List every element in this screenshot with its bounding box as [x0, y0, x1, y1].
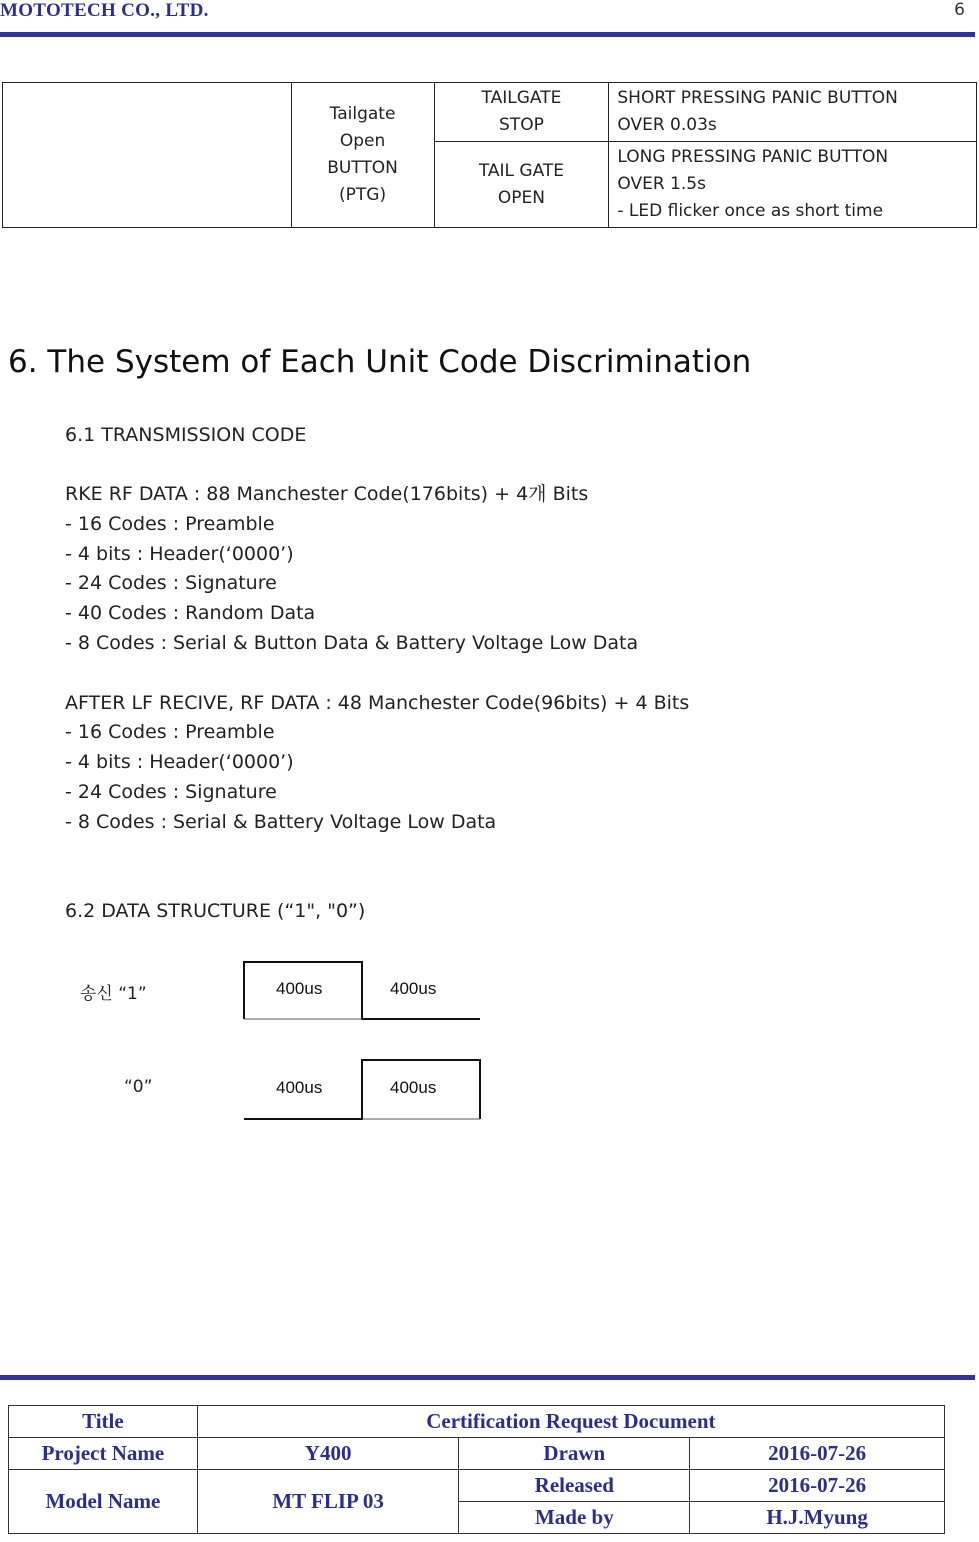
released-label: Released	[459, 1470, 690, 1502]
model-name-value: MT FLIP 03	[197, 1470, 459, 1534]
made-by-value: H.J.Myung	[690, 1502, 945, 1534]
lf-item: - 8 Codes : Serial & Battery Voltage Low Data	[65, 811, 497, 833]
function-line: TAILGATE	[481, 88, 562, 108]
document-info-table	[8, 1405, 945, 1534]
rke-item: - 16 Codes : Preamble	[65, 513, 275, 535]
rke-item: - 24 Codes : Signature	[65, 572, 277, 594]
group-label-line: Open	[339, 131, 386, 151]
signal-one-label: 송신 “1”	[80, 984, 147, 1004]
footer-rule	[0, 1375, 975, 1380]
lf-item: - 16 Codes : Preamble	[65, 721, 275, 743]
rke-item: - 4 bits : Header(‘0000’)	[65, 543, 294, 565]
company-name: MOTOTECH CO., LTD.	[0, 0, 209, 21]
function-line: STOP	[499, 115, 544, 135]
section-title: 6. The System of Each Unit Code Discrimination	[8, 344, 752, 380]
rke-item: - 8 Codes : Serial & Button Data & Battery Voltage Low Data	[65, 632, 639, 654]
project-name-value: Y400	[197, 1438, 459, 1470]
signal-one-first-duration: 400us	[276, 979, 323, 998]
drawn-label: Drawn	[459, 1438, 690, 1470]
title-value: Certification Request Document	[197, 1406, 944, 1438]
subsection-heading: 6.2 DATA STRUCTURE (“1", "0”)	[65, 900, 366, 922]
model-name-label: Model Name	[9, 1470, 198, 1534]
group-label-line: BUTTON	[327, 158, 398, 178]
group-label-line: Tailgate	[329, 104, 396, 124]
signal-one-second-duration: 400us	[390, 979, 437, 998]
rke-item: - 40 Codes : Random Data	[65, 602, 316, 624]
lf-item: - 4 bits : Header(‘0000’)	[65, 751, 294, 773]
description-line: - LED flicker once as short time	[617, 201, 884, 221]
function-line: OPEN	[497, 187, 545, 208]
function-line: TAIL GATE	[478, 160, 565, 181]
drawn-date: 2016-07-26	[690, 1438, 945, 1470]
group-label-line: (PTG)	[339, 185, 387, 205]
signal-zero-first-duration: 400us	[276, 1078, 323, 1097]
subsection-heading: 6.1 TRANSMISSION CODE	[65, 424, 307, 446]
signal-zero-second-duration: 400us	[390, 1078, 437, 1097]
description-line: OVER 1.5s	[617, 174, 706, 194]
signal-zero-label: “0”	[124, 1077, 153, 1097]
project-name-label: Project Name	[9, 1438, 198, 1470]
released-date: 2016-07-26	[690, 1470, 945, 1502]
title-label: Title	[9, 1406, 198, 1438]
lf-heading: AFTER LF RECIVE, RF DATA : 48 Manchester Code(96bits) + 4 Bits	[65, 692, 690, 714]
rke-heading: RKE RF DATA : 88 Manchester Code(176bits) + 4개 Bits	[65, 483, 589, 505]
description-line: LONG PRESSING PANIC BUTTON	[617, 147, 889, 167]
description-line: SHORT PRESSING PANIC BUTTON	[617, 88, 898, 108]
lf-item: - 24 Codes : Signature	[65, 781, 277, 803]
page-number: 6	[954, 0, 965, 20]
description-line: OVER 0.03s	[617, 115, 717, 135]
made-by-label: Made by	[459, 1502, 690, 1534]
